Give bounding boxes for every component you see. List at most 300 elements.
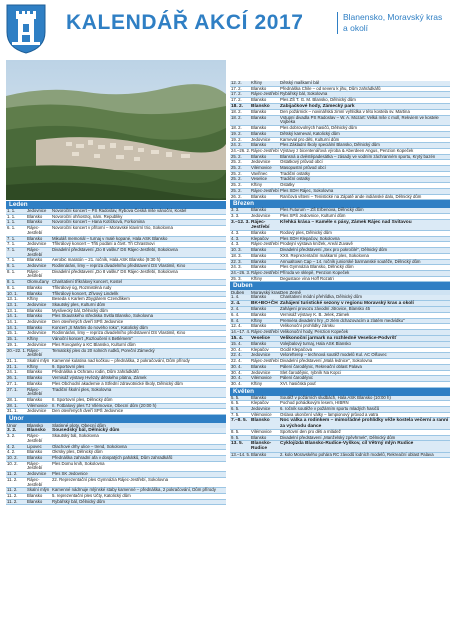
event-date: 13.–14. 5.: [231, 451, 251, 457]
event-name: Ples dobrovolných hasičů, Dělnický dům: [280, 125, 357, 131]
event-date: 8. 5.: [231, 428, 240, 434]
event-name: Rodinnáráni, limy – repriza divadelního představení DS Vlastimil, Kino: [52, 330, 186, 336]
event-name: Ostatky: [280, 182, 295, 188]
event-name: Divadelní představení „Sex pro pokročilé", Dělnický dům: [280, 247, 388, 253]
event-date: 21. 1.: [7, 363, 18, 369]
event-name: Ples Rovojanky a KC Blansko, Kulturní dům: [52, 341, 136, 347]
event-place: Klepačov: [251, 346, 269, 352]
event-date: 12. 2.: [231, 80, 242, 85]
event-date: 25. 3.: [231, 275, 242, 281]
event-name: Velikonoční hody, Penzion Kopeček: [280, 329, 349, 335]
event-place: Rájec-Jestřebí: [27, 246, 43, 257]
event-name: Velikonoční prohlídky zámku: [280, 323, 335, 329]
event-name: Tematický ples do 20 solních rudků, Poreční Zámecký: [52, 347, 155, 353]
event-name: Beseda s Karlem Zbyglárem Czendlikem: [52, 296, 130, 302]
event-date: 25. 2.: [231, 165, 242, 171]
event-name: Zabijačkové hody, Zámecký park: [280, 103, 355, 109]
month-header: Duben: [230, 282, 450, 290]
event-place: Blansko: [251, 103, 270, 109]
event-date: 25. 2.: [231, 182, 242, 188]
intro-event: Slatinné ploty, Obecní dům: [52, 423, 106, 429]
event-name: Tradiční ostatky: [280, 170, 311, 176]
event-name: 9. Sportovní ples: [52, 363, 85, 369]
event-place: Blansko: [251, 363, 267, 369]
event-place: Jedovnice: [27, 263, 47, 269]
event-name: Vstupní divadla PS Radoslav – W. A. Mozart: Velká mše c moll, Rekviem ve kostele Vojbeka: [280, 114, 439, 125]
event-place: Blansko: [27, 290, 43, 296]
event-date: 1. 1.: [7, 208, 16, 213]
event-place: Blansko: [251, 306, 267, 312]
event-date: 11. 2.: [7, 492, 18, 498]
event-name: Divadelní představení „Do 8 vašku" DS Rájec-Jestřebí, Sokolovna: [52, 268, 178, 274]
event-place: Skalní mlýn: [27, 487, 50, 493]
event-name: II. Sportovní ples, Dělnický dům: [52, 396, 113, 402]
event-place: Vilémovice: [251, 428, 272, 434]
event-place: Blansko: [251, 193, 267, 199]
event-place: Blansko: [27, 380, 43, 386]
event-name: Ostatkový průvod obcí: [280, 159, 323, 165]
event-name: Tříkrálový koncert, Zřivový Lindelík: [52, 290, 119, 296]
event-place: Vilémovice: [27, 402, 48, 408]
event-date: 19. 2.: [231, 130, 242, 136]
event-name: Cyklojízda Blansko-Rudice-Vyškov, cíl Větrný mlýn Rudice: [280, 441, 414, 447]
event-name: Skautský bál, Sokolovna: [52, 433, 99, 439]
event-place: BK+BO+ČH: [251, 301, 278, 307]
event-date: 13. 5.: [231, 441, 244, 447]
event-place: Blansko: [27, 455, 43, 461]
event-name: Zahájení provozu závodní Jitrovice, Blansko 45: [280, 306, 371, 312]
event-name: Tradiční školní ples, Sokolovna: [52, 386, 112, 392]
event-place: Křtiny: [251, 275, 262, 281]
event-date: 3. 2.: [7, 428, 17, 434]
month-header: Březen: [230, 200, 450, 208]
event-name: 6. ročník soutěže v požárním sportu mladých hasičů: [280, 406, 380, 412]
event-name: Mikuláš memoriál – turnaj v malé kopané, Hala ASK Blansko: [52, 235, 168, 241]
event-date: 3. 2.: [7, 433, 16, 439]
intro-event: Den Země: [280, 290, 302, 296]
event-date: 28. 1.: [7, 402, 18, 408]
event-name: Zahájení turistické sezony v regionu Moravský kras a okolí: [280, 301, 414, 307]
event-place: Blansko: [251, 125, 267, 131]
event-date: 22. 3.: [231, 258, 242, 264]
event-date: 3. 3.: [231, 212, 240, 218]
event-name: Ocidil Klepačova: [280, 346, 313, 352]
event-name: Ples SDH Klepačov, Sokolovna: [280, 235, 340, 241]
event-name: XVI. hasičská pouť: [280, 380, 317, 386]
event-date: 8. 1.: [7, 284, 16, 290]
event-name: Den otevřených dveří SPŠ Jedovnice: [52, 319, 124, 325]
event-date: 5. 5.: [231, 394, 240, 400]
event-name: Soutěž v požárních sludbách, Hala ASK Blansko (10:00 h): [280, 394, 391, 400]
event-name: Rančová vštení – Tenistické na Zápatě ande indiánské dalo, Dělnický dům: [280, 193, 422, 199]
event-date: 28. 1.: [7, 396, 18, 402]
event-place: Blansko: [27, 449, 43, 455]
event-date: 30. 4.: [231, 380, 242, 386]
event-date: 3.–12. 3.: [231, 219, 250, 225]
event-name: Tříkrálový úg, Rozmistěná rudy: [52, 284, 112, 290]
event-place: Blansko: [251, 451, 267, 457]
event-place: Blansko: [251, 109, 267, 115]
event-date: 11. 2.: [7, 476, 18, 482]
event-place: Blansko: [27, 375, 43, 381]
event-date: 26. 1.: [7, 375, 18, 381]
event-place: Blansko: [251, 142, 267, 148]
right-column: [230, 81, 450, 458]
event-date: 30. 4.: [231, 369, 242, 375]
event-row: [6, 226, 226, 236]
event-place: Křtiny: [27, 336, 38, 342]
event-place: Jedovnice: [251, 136, 271, 142]
event-place: Blansko-Rudice: [251, 441, 272, 452]
event-date: 18. 3.: [231, 252, 242, 258]
event-name: Aerobic maratón – 21. ročník, Hala ASK Blansko (9:30 h): [52, 257, 161, 263]
event-name: Dětský maškarní bál: [280, 80, 319, 85]
event-name: Masopustní průvod obcí: [280, 165, 326, 171]
event-date: 10. 2.: [7, 460, 18, 466]
event-place: Jedovnice: [251, 212, 271, 218]
left-column: [6, 201, 226, 505]
event-name: Pálení čarodějnic, Rekreační oblast Palava: [280, 363, 362, 369]
event-date: 24. 3.: [231, 264, 242, 270]
event-name: Ples Futurum – ZŠ Erbenova, Dělnický dům: [280, 207, 364, 213]
event-place: Blansko: [251, 341, 267, 347]
event-name: Annualtown Cap – 14. ročník juniorské barmanské soutěže, Dělnický dům: [280, 258, 421, 264]
event-date: 10. 1.: [7, 290, 18, 296]
event-name: Kamenné kulatina nad kočkou – přednáška, 2 pokračování, Dům přírody: [52, 357, 190, 363]
event-place: Vilémovice: [251, 165, 272, 171]
event-date: 4. 3.: [231, 230, 240, 236]
event-name: Rybářský bál, Sokolovna: [280, 91, 328, 97]
event-place: Jedovnice: [251, 352, 271, 358]
event-date: 14. 1.: [7, 313, 18, 319]
month-header: Květen: [230, 388, 450, 396]
event-place: Blansko: [251, 153, 267, 159]
event-date: 7. 1.: [7, 257, 16, 263]
event-name: Pálení čarodějnic: [280, 375, 313, 381]
event-row: [6, 500, 226, 506]
page-title: KALENDÁŘ AKCÍ 2017: [66, 11, 304, 34]
event-name: Ples SPŠ Jedovnice, Kulturní dům: [280, 212, 346, 218]
event-date: 6. 5.: [231, 400, 240, 406]
event-date: 6. 1.: [7, 225, 16, 231]
event-date: 17. 2.: [231, 85, 242, 91]
event-date: 8. 1.: [7, 279, 16, 285]
event-place: Lipovec: [27, 443, 42, 449]
event-place: Jedovnice: [27, 208, 47, 213]
event-place: Blansko: [251, 207, 267, 213]
intro-place: Blansko: [27, 423, 44, 429]
aerial-town-photo: [6, 60, 226, 200]
event-place: Rájec-Jestřebí: [251, 91, 279, 97]
event-date: 15. 4.: [231, 335, 244, 341]
event-name: Karneval pro děti, Kulturní dům: [280, 136, 340, 142]
event-name: Den požárnick – novinářská zimní vyhlídka v této kostela sv. Martina: [280, 109, 410, 115]
event-place: Veselice: [251, 335, 270, 341]
event-date: 19. 2.: [231, 136, 242, 142]
event-date: 24.–26. 2.: [231, 147, 251, 153]
event-date: 25. 2.: [231, 159, 242, 165]
event-date: 15. 1.: [7, 336, 18, 342]
event-place: Klepačov: [251, 235, 269, 241]
event-name: Novoroční koncert v přítomí – Moravské klavírní trio, Sokolovna: [52, 225, 173, 231]
event-place: Vavřinec: [251, 170, 268, 176]
event-place: Blansko: [27, 307, 43, 313]
event-date: 8. 4.: [231, 317, 240, 323]
event-place: Rájec-Jestřebí: [27, 225, 43, 235]
event-name: Vánoční koncert „Rozloučení s Betlémem": [52, 336, 133, 342]
event-place: Blansko: [251, 258, 267, 264]
event-place: Jedovnice: [27, 471, 47, 477]
event-name: 2. kolo Moravského pohára RC závodů lodních modelů, Rekreační oblast Palava: [280, 451, 434, 457]
event-date: 25. 2.: [231, 170, 242, 176]
event-place: Blansko: [251, 323, 267, 329]
event-place: Blansko: [27, 219, 43, 225]
event-date: 15. 1.: [7, 330, 18, 336]
event-place: Jedovnice: [27, 241, 47, 247]
event-name: Oslava ukončení války – lampionový průvod a vatra: [280, 411, 379, 417]
event-name: Prodejní výstava knížek, Areál Zuvavě: [280, 241, 353, 247]
event-name: Skautský ples, Kulturní dům: [52, 301, 106, 307]
event-name: Velorefterep – technová soutěž modelů Kul. AC Olšovec: [280, 352, 387, 358]
event-date: 30. 4.: [231, 363, 242, 369]
event-place: Křtiny: [251, 182, 262, 188]
event-place: Rájec-Jestřebí: [27, 476, 43, 487]
event-place: Blansko: [251, 247, 267, 253]
event-place: Rájec-Jestřebí: [251, 329, 279, 335]
event-date: 13. 1.: [7, 301, 18, 307]
event-date: 9. 5.: [231, 434, 240, 440]
event-date: 31. 1.: [7, 408, 18, 414]
event-name: Velikonoční jarmark na rozhledně Veselice-Podvršť: [280, 335, 397, 341]
event-place: Blansko: [251, 97, 267, 103]
event-date: 18. 2.: [231, 114, 242, 120]
header: [0, 0, 452, 56]
event-place: Veselice: [251, 176, 268, 182]
event-date: 30. 4.: [231, 375, 242, 381]
month-header: Únor: [6, 415, 226, 423]
event-date: 24. 1.: [7, 369, 18, 375]
event-place: Blansko: [251, 252, 267, 258]
event-name: Rodinnáráni, limy – reprizа divadelního představení DS Vlastimil, Kino: [52, 263, 186, 269]
event-place: Křtiny: [251, 80, 262, 85]
event-date: 2. 4.: [231, 301, 241, 307]
event-row: [230, 453, 450, 459]
event-place: Rájec-Jestřebí: [251, 241, 279, 247]
event-date: 1. 1.: [7, 213, 16, 219]
event-date: 13. 1.: [7, 296, 18, 302]
event-name: Tradiční ostatky: [280, 176, 311, 182]
event-date: 27. 1.: [7, 386, 18, 392]
event-place: Křtiny: [251, 380, 262, 386]
event-place: Rájec-Jestřebí: [251, 147, 279, 153]
event-name: Novoroční ohňostroj, nám. Republiky: [52, 213, 123, 219]
event-place: Vilémovice: [251, 411, 272, 417]
event-date: 4. 3.: [231, 241, 240, 247]
event-place: Klepačov: [251, 400, 269, 406]
event-place: Blansko: [251, 434, 267, 440]
event-date: 4. 2.: [7, 443, 16, 449]
event-date: 4. 2.: [7, 449, 16, 455]
event-date: 17. 2.: [231, 97, 242, 103]
event-place: Jedovnice: [27, 319, 47, 325]
event-place: Blansko: [251, 394, 267, 400]
event-name: Divadelní představení „Manželský zpěvhrnek", Dělnický dům: [280, 434, 396, 440]
event-date: 3. 3.: [231, 207, 240, 213]
event-name: Olachové drhy ulice – trend, Sokolovna: [52, 443, 127, 449]
event-name: Charitativní módní přehlídka, Dělnický dům: [280, 294, 362, 300]
intro-date: Únor: [7, 423, 17, 429]
event-name: Dětský karneval, Katolický dům: [280, 130, 340, 136]
event-date: 14. 1.: [7, 319, 18, 325]
event-place: Blansko: [251, 230, 267, 236]
event-name: Pochod pohádkovým lesem, HIBRN: [280, 400, 349, 406]
event-row: [230, 441, 450, 452]
event-place: Jedovnice: [27, 341, 47, 347]
event-name: Volejbalový turnaj, Hala ASK Blansko: [280, 341, 351, 347]
event-place: Skalní mlýn: [27, 357, 50, 363]
event-date: 18. 2.: [231, 125, 242, 131]
event-date: 20. 4.: [231, 346, 242, 352]
event-date: 25. 2.: [231, 176, 242, 182]
event-name: Ples SK Jedovnice: [52, 471, 88, 477]
event-date: 27. 1.: [7, 380, 18, 386]
event-date: 26. 2.: [231, 193, 242, 199]
month-header: Leden: [6, 201, 226, 209]
event-name: Výstavy z bicentenářová výroba & Aberdeen Angus, Penzion Kopeček: [280, 147, 414, 153]
event-place: Blansko: [27, 235, 43, 241]
event-date: 25. 2.: [231, 187, 242, 193]
event-date: 18. 2.: [231, 109, 242, 115]
event-date: 22. 4.: [231, 352, 242, 358]
event-place: Blansko: [27, 313, 43, 319]
event-date: 10. 3.: [231, 247, 242, 253]
event-name: Sousedský bál, Dělnický dům: [52, 428, 120, 434]
event-name: Příroda ve sklepě, Penzion Kopeček: [280, 270, 350, 275]
event-date: 24.–26. 3.: [231, 270, 251, 275]
event-name: Ples Domu knih, Sokolovna: [52, 460, 105, 466]
event-place: Rájec-Jestřebí: [27, 433, 43, 443]
event-place: Rájec-Jestřebí: [251, 270, 279, 275]
event-date: 7. 1.: [7, 235, 16, 241]
event-name: XXII. Reprezentační maškarní ples, Sokolovna: [280, 252, 369, 258]
event-place: Jedovnice: [251, 159, 271, 165]
event-name: Ples Obchodní akademie a Střední zdravotnické školy, Dělnický dům: [52, 380, 183, 386]
event-place: Jedovnice: [27, 330, 47, 336]
event-name: Den otevřených dveří SPŠ Jedovnice: [52, 408, 124, 414]
event-name: Premiéra divadelní hry „O zlém dchazovacím a zlatém medvídku": [280, 317, 405, 323]
event-name: Novoroční koncert – Hana Kotíčková, Forkomina: [52, 219, 145, 225]
event-date: 10. 2.: [7, 455, 18, 461]
event-place: Blansko: [27, 213, 43, 219]
event-name: Myslivecký bál, Dělnický dům: [52, 307, 108, 313]
blansko-coat-of-arms-icon: [4, 2, 48, 54]
event-date: 14.–17. 4.: [231, 329, 251, 335]
event-date: 18. 2.: [231, 103, 244, 109]
event-place: Rájec-Jestřebí: [251, 358, 279, 364]
event-name: Kamenné nádrnuje mlýnské staby kamenné – přednáška, 2 pokračování, Dům přírody: [52, 487, 216, 493]
event-name: Blansná a dvěstěpadesátka – zásady ve vodním záchranném sportu, Krytý bazén: [280, 153, 436, 159]
event-date: 21. 1.: [7, 357, 18, 363]
event-name: Ples Gymnázia Blansko, Dělnický dům: [280, 264, 354, 270]
event-date: 11. 2.: [7, 471, 18, 477]
event-date: 7. 1.: [7, 246, 16, 252]
event-date: 24. 2.: [231, 142, 242, 148]
event-place: Jedovnice: [251, 406, 271, 412]
event-place: Olomučany: [27, 279, 49, 285]
event-name: Přednáška zahradní afa v dospatých pahátků, Dům zahradkářů: [52, 455, 173, 461]
event-date: 7. 1.: [7, 241, 16, 247]
event-place: Rájec-Jestřebí: [27, 347, 43, 358]
event-name: II. Fotbalový ples TJ Vilémovice, Obecní dům (20:00 h): [52, 402, 157, 408]
event-name: Okrsky ples, Dělnický dům: [52, 449, 103, 455]
event-place: Blansko: [27, 324, 43, 330]
event-name: Slet čarodějnic, rybník Na Kopci: [280, 369, 341, 375]
event-date: 8. 1.: [7, 268, 16, 274]
event-place: Rájec-Jestřebí: [251, 219, 270, 230]
event-place: Rájec-Jestřebí: [27, 460, 43, 471]
event-date: 12. 4.: [231, 323, 242, 329]
event-name: Křehká krása – Kaméle s pásy, Zámek Rájec nad Svitavou: [280, 219, 412, 225]
event-name: 22. Reprezentační ples Gymnázia Rájec-Jestřebí, Sokolovna: [52, 476, 169, 482]
event-date: 13. 1.: [7, 307, 18, 313]
event-place: Blansko: [251, 85, 267, 91]
event-name: Přednáška a Ochranu rodin, Dům zahrádkářů: [52, 369, 139, 375]
event-place: Křtiny: [251, 317, 262, 323]
event-date: 1. 1.: [7, 219, 16, 225]
event-date: 2. 4.: [231, 306, 240, 312]
event-place: Blansko: [251, 130, 267, 136]
event-place: Křtiny: [27, 363, 38, 369]
event-place: Blansko: [27, 257, 43, 263]
event-name: Přednáška Chile – od severu k jihu, Dům zahrádkářů: [280, 85, 381, 91]
event-place: Blansko: [27, 396, 43, 402]
event-name: Ples Základní školy speciální Blansko, Dělnický dům: [280, 142, 380, 148]
event-place: Rájec-Jestřebí: [27, 386, 43, 397]
event-place: Blansko: [27, 428, 46, 434]
event-name: Koncert „S Martini do nového roku", Katolický dům: [52, 324, 148, 330]
event-name: Charitativní tříkrálový koncert, Kostel: [52, 279, 122, 285]
event-place: Blansko: [251, 418, 270, 424]
event-date: 25. 2.: [231, 153, 242, 159]
event-place: Blansko: [251, 114, 267, 120]
event-date: 7.–8. 5.: [231, 418, 248, 424]
event-name: Novoroční koncert – PS Radoslav, Rybova Česká mše vánoční, Kostel: [52, 208, 187, 213]
event-place: Křtiny: [27, 296, 38, 302]
event-date: 8. 1.: [7, 263, 16, 269]
event-place: Blansko: [251, 294, 267, 300]
page-subtitle: Blanensko, Moravský kras a okolí: [337, 12, 449, 34]
event-place: Jedovnice: [27, 408, 47, 414]
event-date: 11. 2.: [7, 487, 18, 493]
event-name: Tříkrálový koncert – Tříti podání a čtvrt. Tři Chrastnovi: [52, 241, 155, 247]
event-date: 4. 3.: [231, 235, 240, 241]
event-place: Blansko: [27, 369, 43, 375]
event-name: Ples SDH Rájec, Sokolovna: [280, 187, 334, 193]
event-name: Vernisáž výstavy Hvězdy dětského plátna, Zámek: [52, 375, 147, 381]
event-place: Vilémovice: [251, 375, 272, 381]
event-date: 1. 4.: [231, 294, 240, 300]
event-place: Jedovnice: [27, 301, 47, 307]
event-name: Ples ZŠ T. G. M. Blansko, Dělnický dům: [280, 97, 356, 103]
event-name: Degustace vína Hoff Rozatri: [280, 275, 334, 281]
event-date: 20.–22. 1.: [7, 347, 27, 353]
event-date: 17. 2.: [231, 91, 242, 97]
event-place: Blansko: [27, 498, 43, 504]
event-place: Jedovnice: [251, 369, 271, 375]
event-name: Divadelní představení „Malá lednice", Sokolovna: [280, 358, 373, 364]
intro-date: Duben: [231, 290, 245, 296]
event-date: 15. 4.: [231, 341, 242, 347]
